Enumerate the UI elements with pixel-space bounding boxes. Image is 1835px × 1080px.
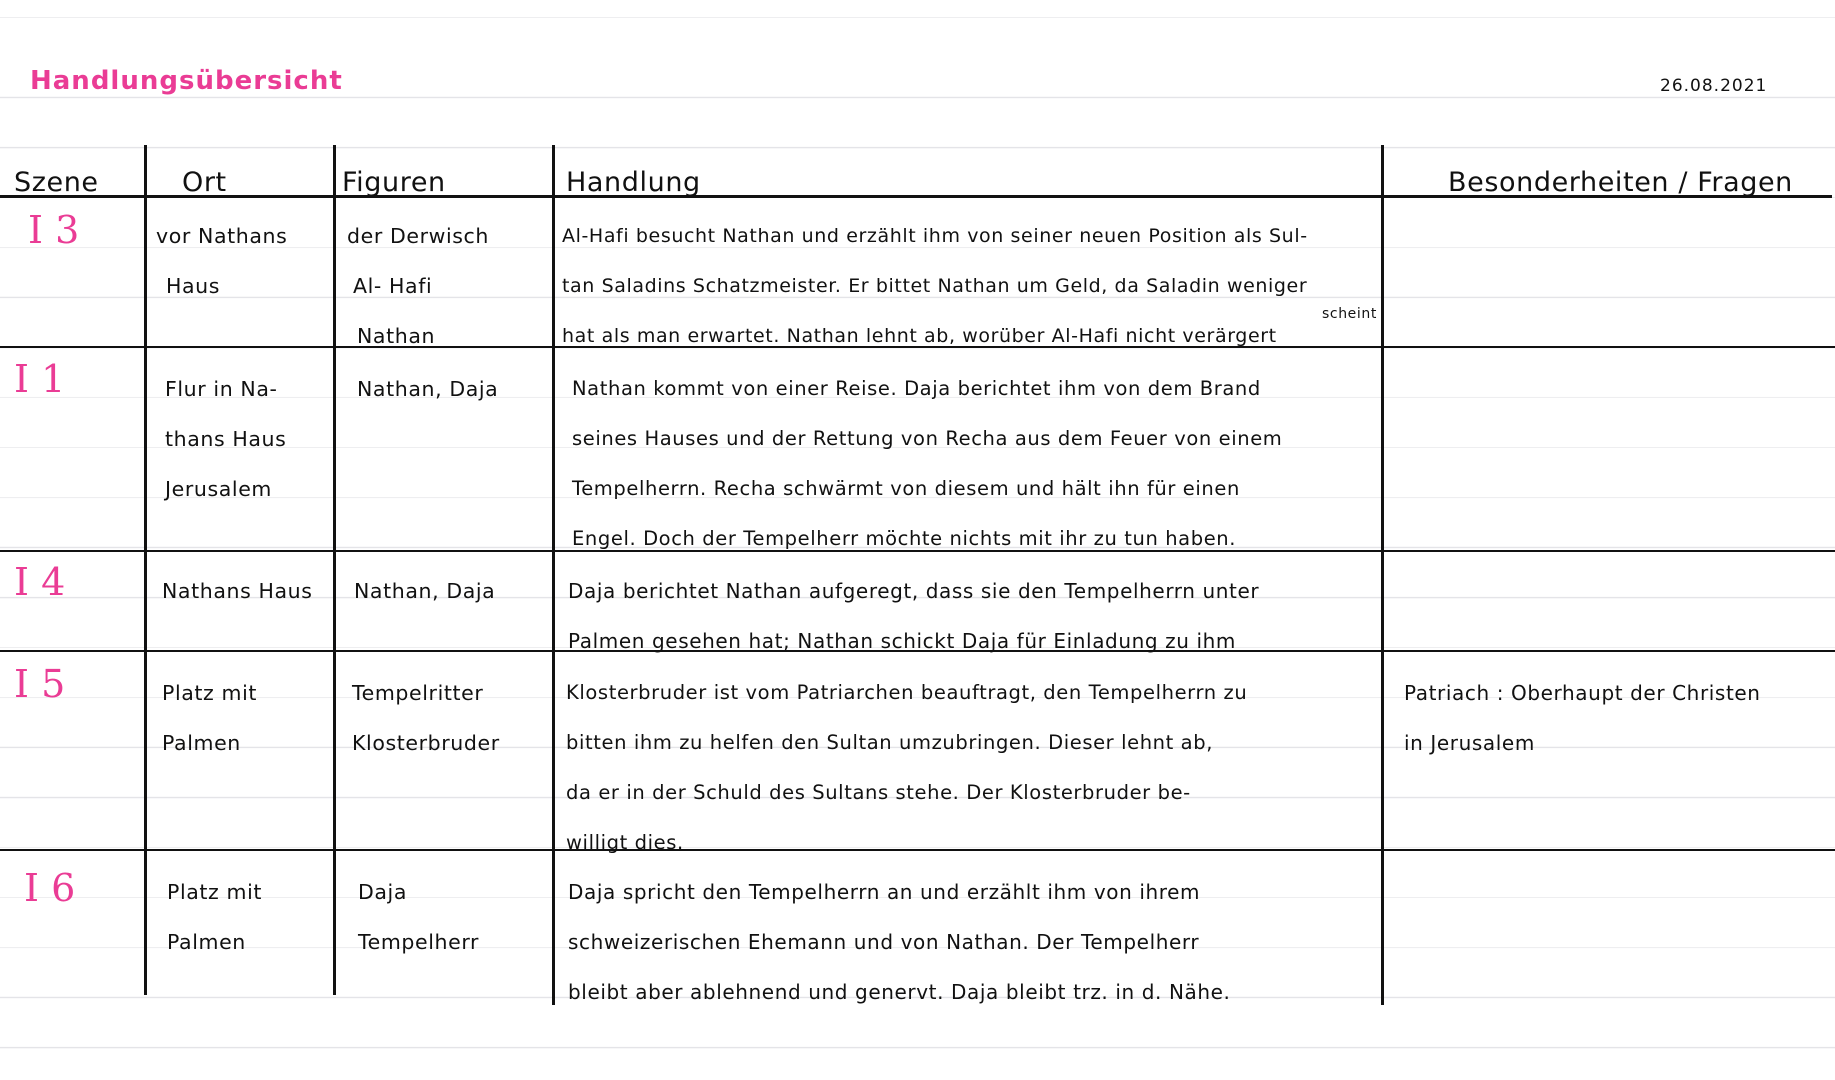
cell-line: Flur in Na- (165, 377, 278, 401)
cell-line: der Derwisch (347, 224, 490, 248)
figuren-cell (358, 867, 479, 967)
scene-label: I 1 (14, 357, 66, 401)
column-divider (144, 145, 147, 995)
scene-label: I 5 (14, 662, 66, 706)
handlung-cell (568, 867, 1231, 1017)
figuren-cell (354, 566, 495, 616)
scene-label: I 3 (28, 208, 80, 252)
cell-line: Nathan, Daja (354, 579, 496, 603)
cell-line: in Jerusalem (1404, 731, 1535, 755)
column-divider (1381, 145, 1384, 1005)
cell-line: Klosterbruder (352, 731, 500, 755)
column-divider (333, 145, 336, 995)
ort-cell (167, 867, 262, 967)
figuren-cell (352, 668, 500, 768)
cell-line: Platz mit (167, 880, 263, 904)
ort-cell (165, 364, 286, 514)
cell-line: Klosterbruder ist vom Patriarchen beauftragt, den Tempelherrn zu (566, 681, 1248, 704)
ort-cell (162, 668, 257, 768)
cell-line: bitten ihm zu helfen den Sultan umzubringen. Dieser lehnt ab, (566, 731, 1213, 754)
cell-line: Palmen (167, 930, 246, 954)
figuren-cell (357, 364, 498, 414)
cell-line: Patriach : Oberhaupt der Christen (1404, 681, 1761, 705)
cell-line: bleibt aber ablehnend und genervt. Daja bleibt trz. in d. Nähe. (568, 980, 1231, 1004)
cell-line: vor Nathans (156, 224, 288, 248)
cell-line: Al-Hafi besucht Nathan und erzählt ihm von seiner neuen Position als Sul- (562, 225, 1308, 247)
cell-line: Haus (166, 274, 221, 298)
cell-line: Nathan (357, 324, 436, 348)
column-divider (552, 145, 555, 1005)
cell-line: tan Saladins Schatzmeister. Er bittet Nathan um Geld, da Saladin weniger (562, 275, 1308, 297)
cell-line: Nathans Haus (162, 579, 313, 603)
besonderheiten-cell (1404, 668, 1761, 768)
ort-cell (162, 566, 313, 616)
page-date: 26.08.2021 (1660, 76, 1768, 96)
handlung-cell (572, 364, 1282, 564)
cell-line: thans Haus (165, 427, 287, 451)
scene-label: I 4 (14, 560, 66, 604)
cell-line: Platz mit (162, 681, 258, 705)
cell-line: schweizerischen Ehemann und von Nathan. Der Tempelherr (568, 930, 1200, 954)
cell-line: Al- Hafi (353, 274, 433, 298)
scene-label: I 6 (24, 866, 76, 910)
cell-line: da er in der Schuld des Sultans stehe. Der Klosterbruder be- (566, 781, 1191, 804)
cell-line: Tempelherrn. Recha schwärmt von diesem und hält ihn für einen (572, 477, 1240, 500)
cell-line: Tempelherr (358, 930, 480, 954)
cell-line: Palmen (162, 731, 241, 755)
ort-cell (156, 211, 287, 311)
figuren-cell (347, 211, 489, 361)
cell-line: willigt dies. (566, 831, 684, 854)
cell-line: Daja (358, 880, 408, 904)
handlung-note: scheint (1322, 306, 1377, 322)
cell-line: Daja berichtet Nathan aufgeregt, dass sie den Tempelherrn unter (568, 579, 1260, 603)
handlung-cell (566, 668, 1247, 868)
cell-line: Engel. Doch der Tempelherr möchte nichts mit ihr zu tun haben. (572, 527, 1237, 550)
handlung-cell (568, 566, 1259, 666)
cell-line: Tempelritter (352, 681, 484, 705)
cell-line: Nathan kommt von einer Reise. Daja berichtet ihm von dem Brand (572, 377, 1261, 400)
column-header-szene: Szene (14, 167, 99, 198)
handlung-cell (562, 211, 1308, 361)
page-title: Handlungsübersicht (30, 66, 343, 96)
cell-line: seines Hauses und der Rettung von Recha aus dem Feuer von einem (572, 427, 1283, 450)
cell-line: hat als man erwartet. Nathan lehnt ab, worüber Al-Hafi nicht verärgert (562, 325, 1277, 347)
cell-line: Jerusalem (165, 477, 272, 501)
cell-line: Nathan, Daja (357, 377, 499, 401)
column-header-besonderheiten: Besonderheiten / Fragen (1448, 167, 1793, 198)
cell-line: Palmen gesehen hat; Nathan schickt Daja für Einladung zu ihm (568, 629, 1237, 653)
column-header-handlung: Handlung (566, 167, 701, 198)
column-header-figuren: Figuren (342, 167, 446, 198)
cell-line: Daja spricht den Tempelherrn an und erzählt ihm von ihrem (568, 880, 1201, 904)
column-header-ort: Ort (182, 167, 227, 198)
